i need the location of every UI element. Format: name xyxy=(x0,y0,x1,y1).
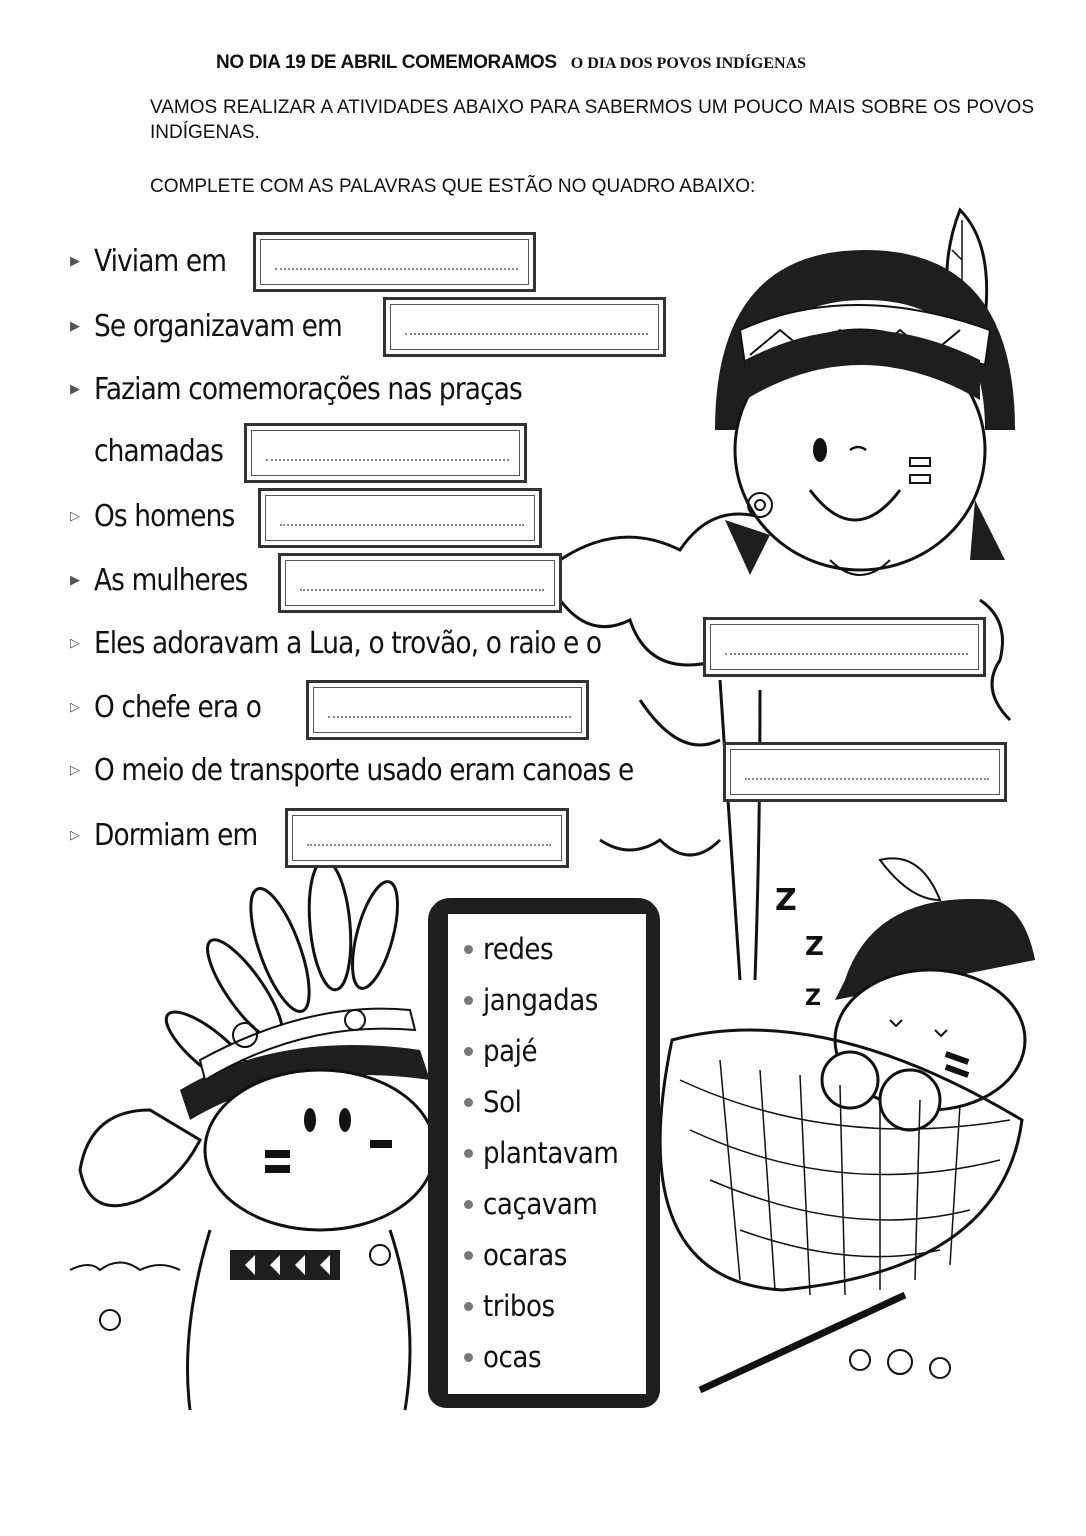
bullet-dot-icon xyxy=(464,1098,473,1107)
answer-box-1[interactable] xyxy=(253,232,536,292)
question-row xyxy=(70,690,284,725)
bullet-dot-icon xyxy=(464,1302,473,1311)
answer-box-5[interactable] xyxy=(278,553,562,613)
word-bank-item: pajé xyxy=(464,1034,543,1068)
word-bank-item: tribos xyxy=(464,1289,563,1323)
word-bank-item: redes xyxy=(464,932,561,966)
bullet-dot-icon xyxy=(464,1251,473,1260)
question-row-continued xyxy=(70,434,241,469)
question-row xyxy=(70,499,253,534)
question-label: Os homens xyxy=(94,499,235,534)
answer-box-7[interactable] xyxy=(306,680,589,740)
bullet-dot-icon xyxy=(464,1200,473,1209)
question-row xyxy=(70,372,580,407)
question-label: O chefe era o xyxy=(94,690,261,725)
question-row xyxy=(70,753,707,788)
question-label: Eles adoravam a Lua, o trovão, o raio e o xyxy=(94,626,602,661)
answer-box-3[interactable] xyxy=(244,423,527,483)
answer-box-4[interactable] xyxy=(258,488,542,548)
bullet-dot-icon xyxy=(464,945,473,954)
answer-box-6[interactable] xyxy=(703,617,986,677)
svg-text:Z: Z xyxy=(805,986,821,1011)
question-label: Se organizavam em xyxy=(94,309,342,344)
word-bank-item: jangadas xyxy=(464,983,611,1017)
answer-box-2[interactable] xyxy=(383,297,666,357)
bullet-dot-icon xyxy=(464,996,473,1005)
question-row xyxy=(70,563,269,598)
instruction-text: COMPLETE COM AS PALAVRAS QUE ESTÃO NO QUADRO ABAIXO: xyxy=(150,176,756,197)
question-row xyxy=(70,626,670,661)
girl-illustration-icon xyxy=(715,210,1015,575)
title-sub: O DIA DOS POVOS INDÍGENAS xyxy=(570,55,807,72)
question-row xyxy=(70,818,280,853)
boy-illustration-icon xyxy=(70,859,435,1410)
question-row xyxy=(70,244,244,279)
triangle-right-icon: ▶ xyxy=(70,573,80,588)
triangle-right-icon: ▶ xyxy=(70,382,80,397)
question-label: As mulheres xyxy=(94,563,248,598)
sleeper-illustration-icon xyxy=(660,858,1035,1390)
title-main: NO DIA 19 DE ABRIL COMEMORAMOS xyxy=(216,52,557,73)
question-row xyxy=(70,309,376,344)
answer-box-9[interactable] xyxy=(285,808,569,868)
bullet-dot-icon xyxy=(464,1353,473,1362)
intro-text: VAMOS REALIZAR A ATIVIDADES ABAIXO PARA SABERMOS UM POUCO MAIS SOBRE OS POVOS INDÍGENAS. xyxy=(150,97,1034,143)
triangle-right-icon: ▷ xyxy=(70,763,80,778)
svg-text:Z: Z xyxy=(805,932,824,962)
word-bank-item: Sol xyxy=(464,1085,526,1119)
triangle-right-icon: ▷ xyxy=(70,700,80,715)
word-bank-item: ocaras xyxy=(464,1238,576,1272)
question-label: Viviam em xyxy=(94,244,227,279)
triangle-right-icon: ▷ xyxy=(70,509,80,524)
answer-box-8[interactable] xyxy=(723,742,1007,802)
word-bank-item: plantavam xyxy=(464,1136,633,1170)
bullet-dot-icon xyxy=(464,1047,473,1056)
triangle-right-icon: ▷ xyxy=(70,828,80,843)
word-bank xyxy=(428,898,660,1408)
bullet-dot-icon xyxy=(464,1149,473,1158)
triangle-right-icon: ▷ xyxy=(70,636,80,651)
question-label: Faziam comemorações nas praças xyxy=(94,372,522,407)
word-bank-item: ocas xyxy=(464,1340,548,1374)
triangle-right-icon: ▶ xyxy=(70,319,80,334)
question-label: Dormiam em xyxy=(94,818,258,853)
question-label: O meio de transporte usado eram canoas e xyxy=(94,753,634,788)
svg-text:Z: Z xyxy=(775,883,797,918)
question-label: chamadas xyxy=(94,434,223,469)
word-bank-panel xyxy=(448,914,646,1394)
triangle-right-icon: ▶ xyxy=(70,254,80,269)
word-bank-item: caçavam xyxy=(464,1187,610,1221)
